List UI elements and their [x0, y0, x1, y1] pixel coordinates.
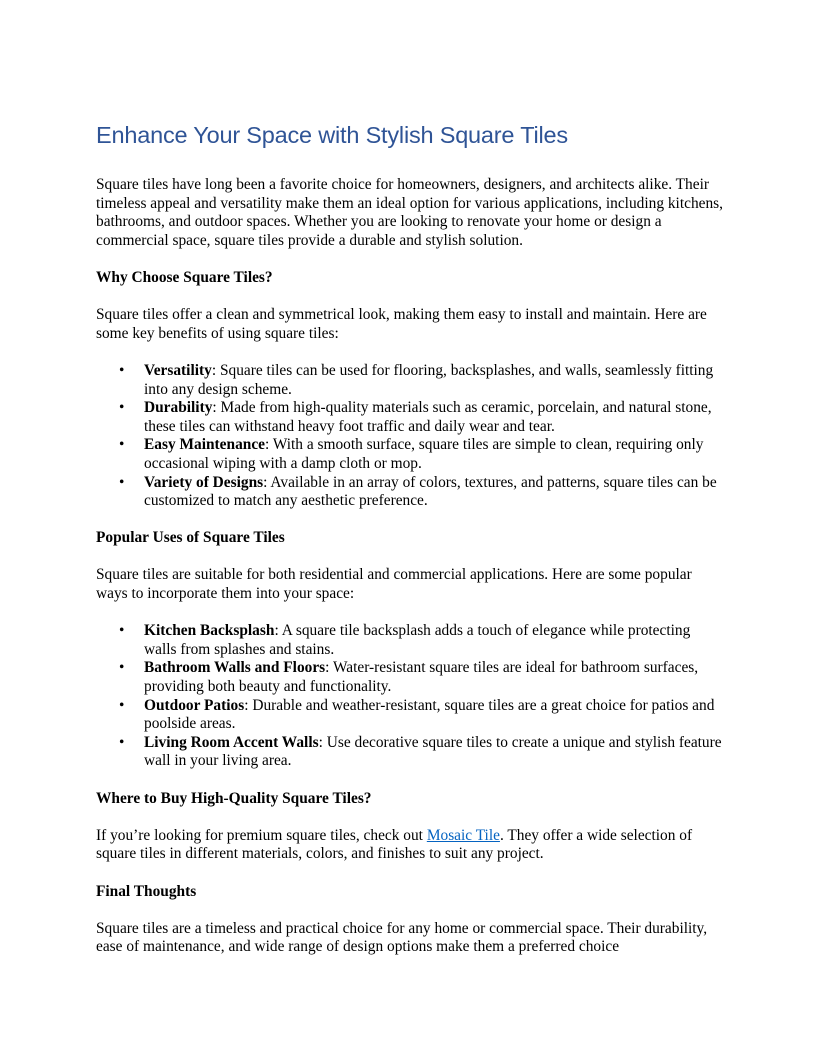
list-item-desc: : Use decorative square tiles to create a unique and stylish feature wall in your living area. [144, 733, 722, 770]
list-item-term: Versatility [144, 361, 212, 379]
why-heading: Why Choose Square Tiles? [96, 268, 273, 286]
list-item-term: Variety of Designs [144, 473, 264, 491]
list-item [119, 436, 726, 473]
buy-text-before: If you’re looking for premium square tiles, check out [96, 826, 427, 844]
list-item [119, 733, 726, 771]
why-paragraph: Square tiles offer a clean and symmetrical look, making them easy to install and maintain. Here are some key benefits of using square tiles: [96, 306, 707, 342]
benefits-list [96, 362, 726, 511]
list-item-term: Kitchen Backsplash [144, 622, 275, 640]
final-paragraph: Square tiles are a timeless and practical choice for any home or commercial space. Their durability, ease of maintenance, and wide range of design options make them a preferred choice [96, 919, 708, 956]
list-item-desc: : Water-resistant square tiles are ideal for bathroom surfaces, providing both beauty and functionality. [144, 659, 699, 696]
list-item [119, 361, 726, 399]
bullet-icon: • [119, 399, 125, 417]
final-heading: Final Thoughts [96, 882, 197, 900]
list-item-desc: : Made from high-quality materials such as ceramic, porcelain, and natural stone, these tiles can withstand heavy foot traffic and daily wear and tear. [144, 399, 712, 435]
document-page [96, 120, 726, 976]
list-item-desc: : A square tile backsplash adds a touch of elegance while protecting walls from splashes and stains. [144, 622, 691, 658]
bullet-icon: • [119, 696, 125, 714]
list-item [119, 622, 726, 659]
list-item [119, 473, 726, 511]
list-item-desc: : Square tiles can be used for flooring, backsplashes, and walls, seamlessly fitting into any design scheme. [144, 361, 714, 398]
bullet-icon: • [119, 733, 125, 751]
page-title: Enhance Your Space with Stylish Square Tiles [96, 122, 568, 148]
list-item-term: Living Room Accent Walls [144, 733, 319, 751]
list-item-desc: : Durable and weather-resistant, square tiles are a great choice for patios and poolside areas. [144, 696, 715, 733]
buy-paragraph [96, 827, 726, 864]
uses-paragraph: Square tiles are suitable for both residential and commercial applications. Here are some popular ways to incorporate them into your space: [96, 566, 692, 603]
buy-text-after: . They offer a wide selection of square tiles in different materials, colors, and finishes to suit any project. [96, 826, 693, 863]
list-item-term: Bathroom Walls and Floors [144, 659, 326, 677]
list-item-term: Durability [144, 399, 213, 417]
bullet-icon: • [119, 361, 125, 379]
uses-heading: Popular Uses of Square Tiles [96, 529, 285, 547]
list-item [119, 696, 726, 734]
intro-paragraph: Square tiles have long been a favorite choice for homeowners, designers, and architects alike. Their timeless appeal and versatility make them an ideal option for various applications, including kitchens, bathrooms, and outdoor spaces. Whether you are looking to renovate your home or design a commercial space, square tiles provide a durable and stylish solution. [96, 176, 724, 249]
bullet-icon: • [119, 473, 125, 491]
list-item-term: Easy Maintenance [144, 436, 265, 454]
mosaic-tile-link[interactable]: Mosaic Tile [426, 826, 500, 844]
bullet-icon: • [119, 622, 125, 640]
buy-heading: Where to Buy High-Quality Square Tiles? [96, 789, 372, 807]
bullet-icon: • [119, 436, 125, 454]
list-item-term: Outdoor Patios [144, 696, 245, 714]
list-item [119, 399, 726, 436]
list-item [119, 659, 726, 696]
bullet-icon: • [119, 659, 125, 677]
list-item-desc: : Available in an array of colors, textures, and patterns, square tiles can be customized to match any aesthetic preference. [144, 473, 717, 510]
list-item-desc: : With a smooth surface, square tiles are simple to clean, requiring only occasional wiping with a damp cloth or mop. [144, 436, 704, 472]
uses-list [96, 622, 726, 771]
